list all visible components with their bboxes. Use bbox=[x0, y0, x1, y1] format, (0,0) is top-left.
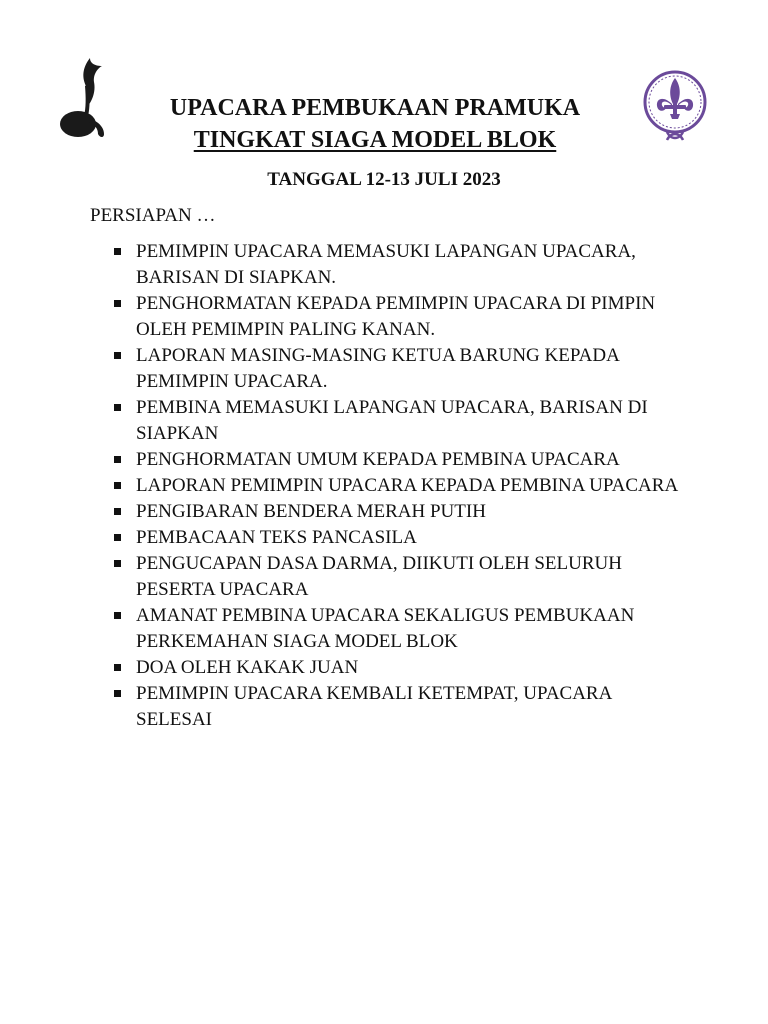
list-item-text: PENGUCAPAN DASA DARMA, DIIKUTI OLEH SELURUH PESERTA UPACARA bbox=[136, 553, 622, 600]
square-bullet-icon bbox=[114, 560, 121, 567]
square-bullet-icon bbox=[114, 456, 121, 463]
list-item-text: PEMBINA MEMASUKI LAPANGAN UPACARA, BARISAN DI SIAPKAN bbox=[136, 397, 648, 444]
list-item bbox=[112, 551, 692, 603]
square-bullet-icon bbox=[114, 508, 121, 515]
list-item-text: PEMBACAAN TEKS PANCASILA bbox=[136, 527, 417, 548]
list-item bbox=[112, 603, 692, 655]
preparation-heading: PERSIAPAN … bbox=[90, 205, 216, 226]
title-line-2: TINGKAT SIAGA MODEL BLOK bbox=[193, 127, 557, 153]
document-title bbox=[120, 92, 630, 156]
list-item bbox=[112, 239, 692, 291]
list-item bbox=[112, 525, 692, 551]
square-bullet-icon bbox=[114, 690, 121, 697]
list-item bbox=[112, 395, 692, 447]
square-bullet-icon bbox=[114, 534, 121, 541]
list-item-text: PENGHORMATAN UMUM KEPADA PEMBINA UPACARA bbox=[136, 449, 620, 470]
scout-shoot-emblem-icon bbox=[52, 56, 118, 144]
list-item bbox=[112, 291, 692, 343]
square-bullet-icon bbox=[114, 300, 121, 307]
list-item bbox=[112, 343, 692, 395]
event-date: TANGGAL 12-13 JULI 2023 bbox=[267, 169, 501, 190]
list-item-text: LAPORAN PEMIMPIN UPACARA KEPADA PEMBINA UPACARA bbox=[136, 475, 679, 496]
ceremony-steps-list bbox=[112, 239, 692, 733]
world-scout-fleur-de-lis-icon bbox=[640, 64, 710, 148]
list-item-text: PENGIBARAN BENDERA MERAH PUTIH bbox=[136, 501, 486, 522]
list-item-text: PENGHORMATAN KEPADA PEMIMPIN UPACARA DI PIMPIN OLEH PEMIMPIN PALING KANAN. bbox=[136, 293, 656, 340]
list-item-text: AMANAT PEMBINA UPACARA SEKALIGUS PEMBUKAAN PERKEMAHAN SIAGA MODEL BLOK bbox=[136, 605, 635, 652]
list-item bbox=[112, 499, 692, 525]
list-item-text: LAPORAN MASING-MASING KETUA BARUNG KEPADA PEMIMPIN UPACARA. bbox=[136, 345, 619, 392]
square-bullet-icon bbox=[114, 482, 121, 489]
list-item-text: PEMIMPIN UPACARA MEMASUKI LAPANGAN UPACARA, BARISAN DI SIAPKAN. bbox=[136, 241, 636, 288]
square-bullet-icon bbox=[114, 664, 121, 671]
square-bullet-icon bbox=[114, 404, 121, 411]
square-bullet-icon bbox=[114, 612, 121, 619]
list-item-text: PEMIMPIN UPACARA KEMBALI KETEMPAT, UPACARA SELESAI bbox=[136, 683, 612, 730]
list-item-text: DOA OLEH KAKAK JUAN bbox=[136, 657, 359, 678]
square-bullet-icon bbox=[114, 248, 121, 255]
title-line-1: UPACARA PEMBUKAAN PRAMUKA bbox=[169, 95, 581, 121]
list-item bbox=[112, 681, 692, 733]
list-item bbox=[112, 473, 692, 499]
list-item bbox=[112, 655, 692, 681]
square-bullet-icon bbox=[114, 352, 121, 359]
list-item bbox=[112, 447, 692, 473]
